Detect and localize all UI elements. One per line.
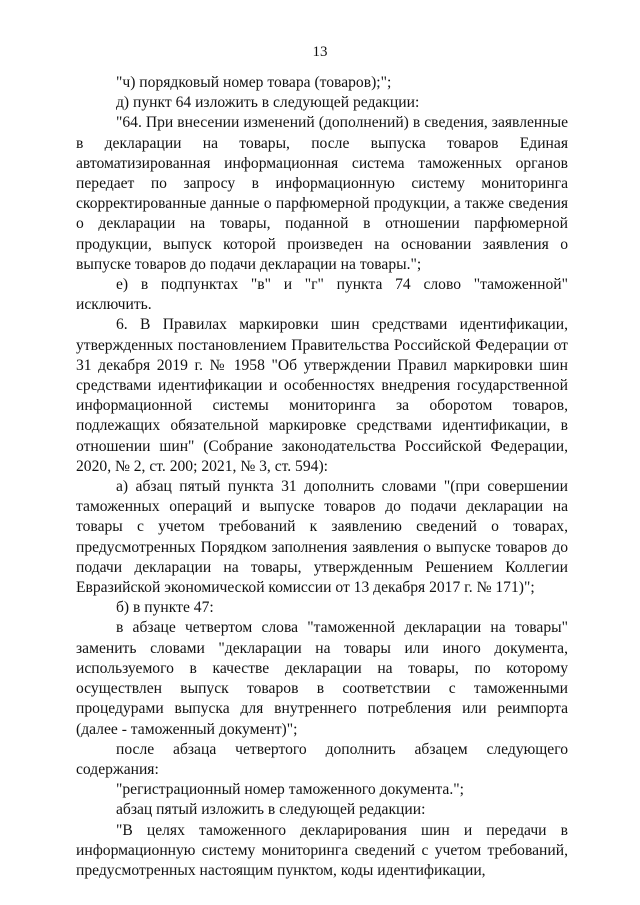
paragraph-abzac-5: абзац пятый изложить в следующей редакции: [116,801,426,819]
paragraph-b: б) в пункте 47: [116,599,214,617]
paragraph-reg-nomer: "регистрационный номер таможенного документа."; [116,781,464,799]
paragraph-posle: после абзаца четвертого дополнить абзацем следующего содержания: [76,740,568,778]
paragraph-v-celyah: "В целях таможенного декларирования шин и передачи в информационную систему мониторинга сведений с учетом требований, предусмотренных настоящим пунктом, коды идентификации, [76,821,568,879]
paragraph-d: д) пункт 64 изложить в следующей редакции: [116,94,420,112]
paragraph-abzac-4: в абзаце четвертом слова "таможенной декларации на товары" заменить словами "декларации на товары или иного документа, используемого в качестве декларации на товары, по которому осуществлен выпуск товаров в соответствии с таможенными процедурами выпуска для внутреннего потребления или реимпорта (далее - таможенный документ)"; [76,619,568,738]
paragraph-ch: "ч) порядковый номер товара (товаров);"; [116,74,392,91]
paragraph-64: "64. При внесении изменений (дополнений) в сведения, заявленные в декларации на товары, после выпуска товаров Единая автоматизированная информационная система таможенных органов передает по запросу в информационную систему мониторинга скорректированные данные о парфюмерной продукции, а также сведения о декларации на товары, поданной в отношении парфюмерной продукции, выпуск которой произведен на основании заявления о выпуске товаров до подачи декларации на товары."; [76,114,568,273]
paragraph-e: е) в подпунктах "в" и "г" пункта 74 слово "таможенной" исключить. [76,276,568,314]
paragraph-6: 6. В Правилах маркировки шин средствами идентификации, утвержденных постановлением Правительства Российской Федерации от 31 декабря 2019 г. № 1958 "Об утверждении Правил маркировки шин средствами идентификации и особенностях внедрения государственной информационной системы мониторинга за оборотом товаров, подлежащих обязательной маркировке средствами идентификации, в отношении шин" (Собрание законодательства Российской Федерации, 2020, № 2, ст. 200; 2021, № 3, ст. 594): [76,316,568,475]
page-number: 13 [312,44,328,60]
document-body [76,73,568,881]
paragraph-a: а) абзац пятый пункта 31 дополнить словами "(при совершении таможенных операций и выпуске товаров до подачи декларации на товары с учетом требований к заявлению сведений о товарах, предусмотренных Порядком заполнения заявления о выпуске товаров до подачи декларации на товары, утвержденным Решением Коллегии Евразийской экономической комиссии от 13 декабря 2017 г. № 171)"; [76,478,568,597]
